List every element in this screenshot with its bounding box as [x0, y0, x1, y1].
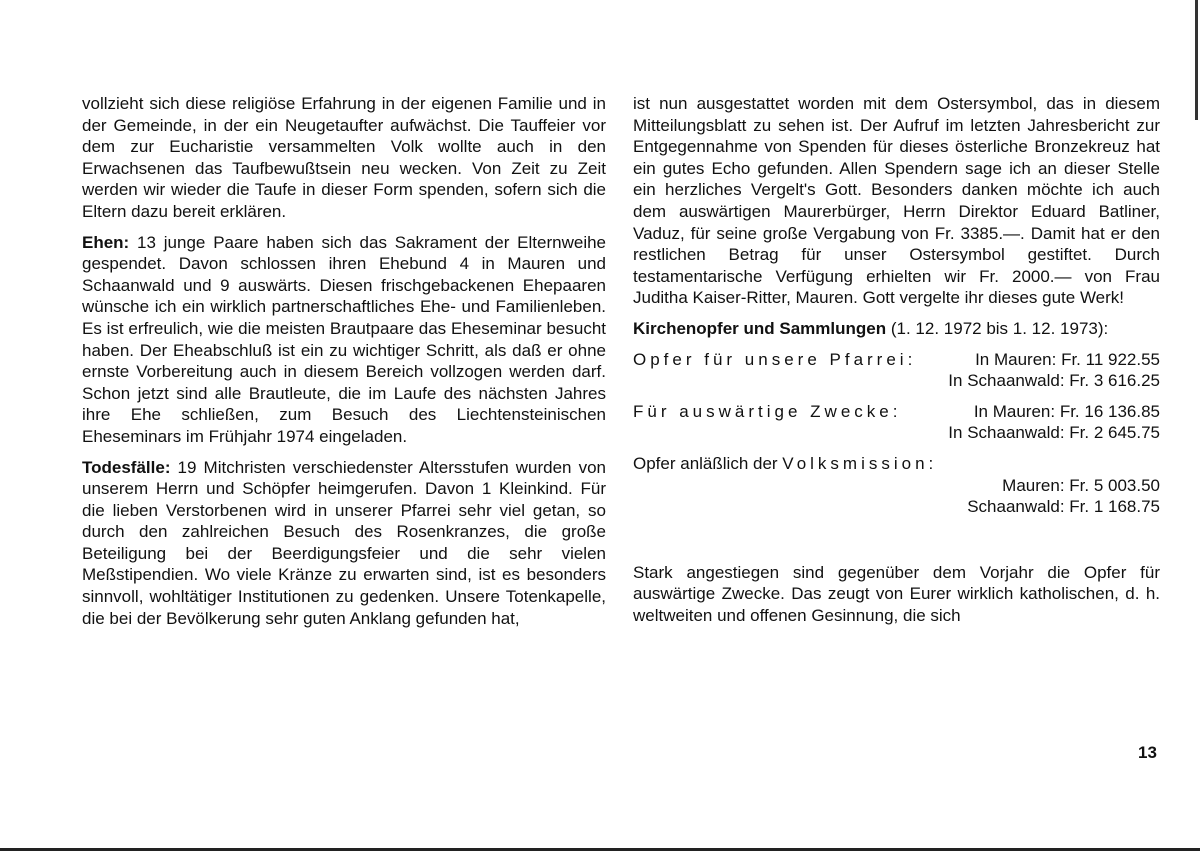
section-heading [633, 318, 1160, 340]
section-heading-bold: Kirchenopfer und Sammlungen [633, 318, 887, 338]
offer-value-volksmission-mauren: Mauren: Fr. 5 003.50 [1002, 475, 1160, 495]
offer-group-pfarrei [633, 349, 1160, 392]
offer-group-volksmission [633, 453, 1160, 518]
right-column [633, 93, 1160, 635]
ehen-text: 13 junge Paare haben sich das Sakrament der Elternweihe gespendet. Davon schlossen ihren Ehebund 4 in Mauren und Schaanwald und 9 auswärts. Diesen frischgebackenen Ehepaaren wünsche ich ein wirklich partnerschaftliches Ehe- und Familienleben. Es ist erfreulich, wie die meisten Brautpaare das Eheseminar besucht haben. Der Eheabschluß ist ein zu wichtiger Schritt, als daß er ohne ernste Vorbereitung auch in diesem Bereich vollzogen werden darf. Schon jetzt sind alle Brautleute, die im Laufe des nächsten Jahres ihre Ehe schließen, zum Besuch des Liechtensteinischen Eheseminars im Frühjahr 1974 eingeladen. [82, 232, 606, 446]
offer-value-auswaertig-schaanwald: In Schaanwald: Fr. 2 645.75 [948, 423, 1160, 443]
todesfaelle-label: Todesfälle: [82, 457, 171, 477]
ehen-label: Ehen: [82, 232, 130, 252]
paragraph-closing: Stark angestiegen sind gegenüber dem Vorjahr die Opfer für auswärtige Zwecke. Das zeugt von Eurer wirklich katholischen, d. h. weltweiten und offenen Gesinnung, die sich [633, 562, 1160, 625]
offer-value-volksmission-schaanwald: Schaanwald: Fr. 1 168.75 [967, 497, 1160, 517]
offer-value-auswaertig-mauren: In Mauren: Fr. 16 136.85 [973, 401, 1160, 421]
offer-group-auswaertig [633, 401, 1160, 444]
todesfaelle-text: 19 Mitchristen verschiedenster Altersstufen wurden von unserem Herrn und Schöpfer heimgerufen. Davon 1 Kleinkind. Für die lieben Verstorbenen wird in unserer Pfarrei sehr viel getan, so durch den zahlreichen Besuch des Rosenkranzes, die große Beteiligung bei der Beerdigungsfeier und die sehr vielen Meßstipendien. Wo viele Kränze zu erwarten sind, ist es besonders sinnvoll, wohltätiger Institutionen zu gedenken. Unsere Totenkapelle, die bei der Bevölkerung sehr guten Anklang gefunden hat, [82, 457, 606, 628]
offer-label-auswaertig: Für auswärtige Zwecke: [633, 401, 902, 421]
bottom-edge-line [0, 848, 1200, 851]
right-edge-line [1195, 0, 1198, 120]
offer-line-pfarrei [633, 349, 1160, 371]
offer-line-auswaertig [633, 401, 1160, 423]
volksmission-word: Volksmission: [782, 453, 938, 473]
paragraph-ehen [82, 232, 606, 448]
paragraph-ostersymbol: ist nun ausgestattet worden mit dem Ostersymbol, das in diesem Mitteilungsblatt zu sehen ist. Der Aufruf im letzten Jahresbericht zur Entgegennahme von Spenden für dieses österliche Bronzekreuz hat ein gutes Echo gefunden. Allen Spendern sage ich an dieser Stelle ein herzliches Vergelt's Gott. Besonders danken möchte ich auch dem auswärtigen Maurerbürger, Herrn Direktor Eduard Batliner, Vaduz, für seine große Vergabung von Fr. 3385.—. Damit hat er den restlichen Betrag für unser Ostersymbol gestiftet. Durch testamentarische Verfügung erhielten wir Fr. 2000.— von Frau Juditha Kaiser-Ritter, Mauren. Gott vergelte ihr dieses gute Werk! [633, 94, 1160, 308]
offer-label-volksmission [633, 453, 1160, 475]
offer-label-pfarrei: Opfer für unsere Pfarrei: [633, 349, 917, 369]
paragraph-todesfaelle [82, 457, 606, 630]
paragraph-taufe: vollzieht sich diese religiöse Erfahrung in der eigenen Familie und in der Gemeinde, in der ein Neugetaufter aufwächst. Die Tauffeier vor dem zur Eucharistie versammelten Volk wollte auch in den Erwachsenen das Taufbewußtsein neu wecken. Von Zeit zu Zeit werden wir wieder die Taufe in dieser Form spenden, sofern sich die Eltern dazu bereit erklären. [82, 94, 606, 221]
page-number: 13 [1138, 743, 1157, 762]
offer-value-pfarrei-mauren: In Mauren: Fr. 11 922.55 [975, 349, 1160, 369]
volksmission-prefix: Opfer anläßlich der [633, 453, 783, 473]
left-column [82, 93, 606, 638]
offer-value-pfarrei-schaanwald: In Schaanwald: Fr. 3 616.25 [948, 371, 1160, 391]
section-heading-period: (1. 12. 1972 bis 1. 12. 1973): [886, 318, 1109, 338]
